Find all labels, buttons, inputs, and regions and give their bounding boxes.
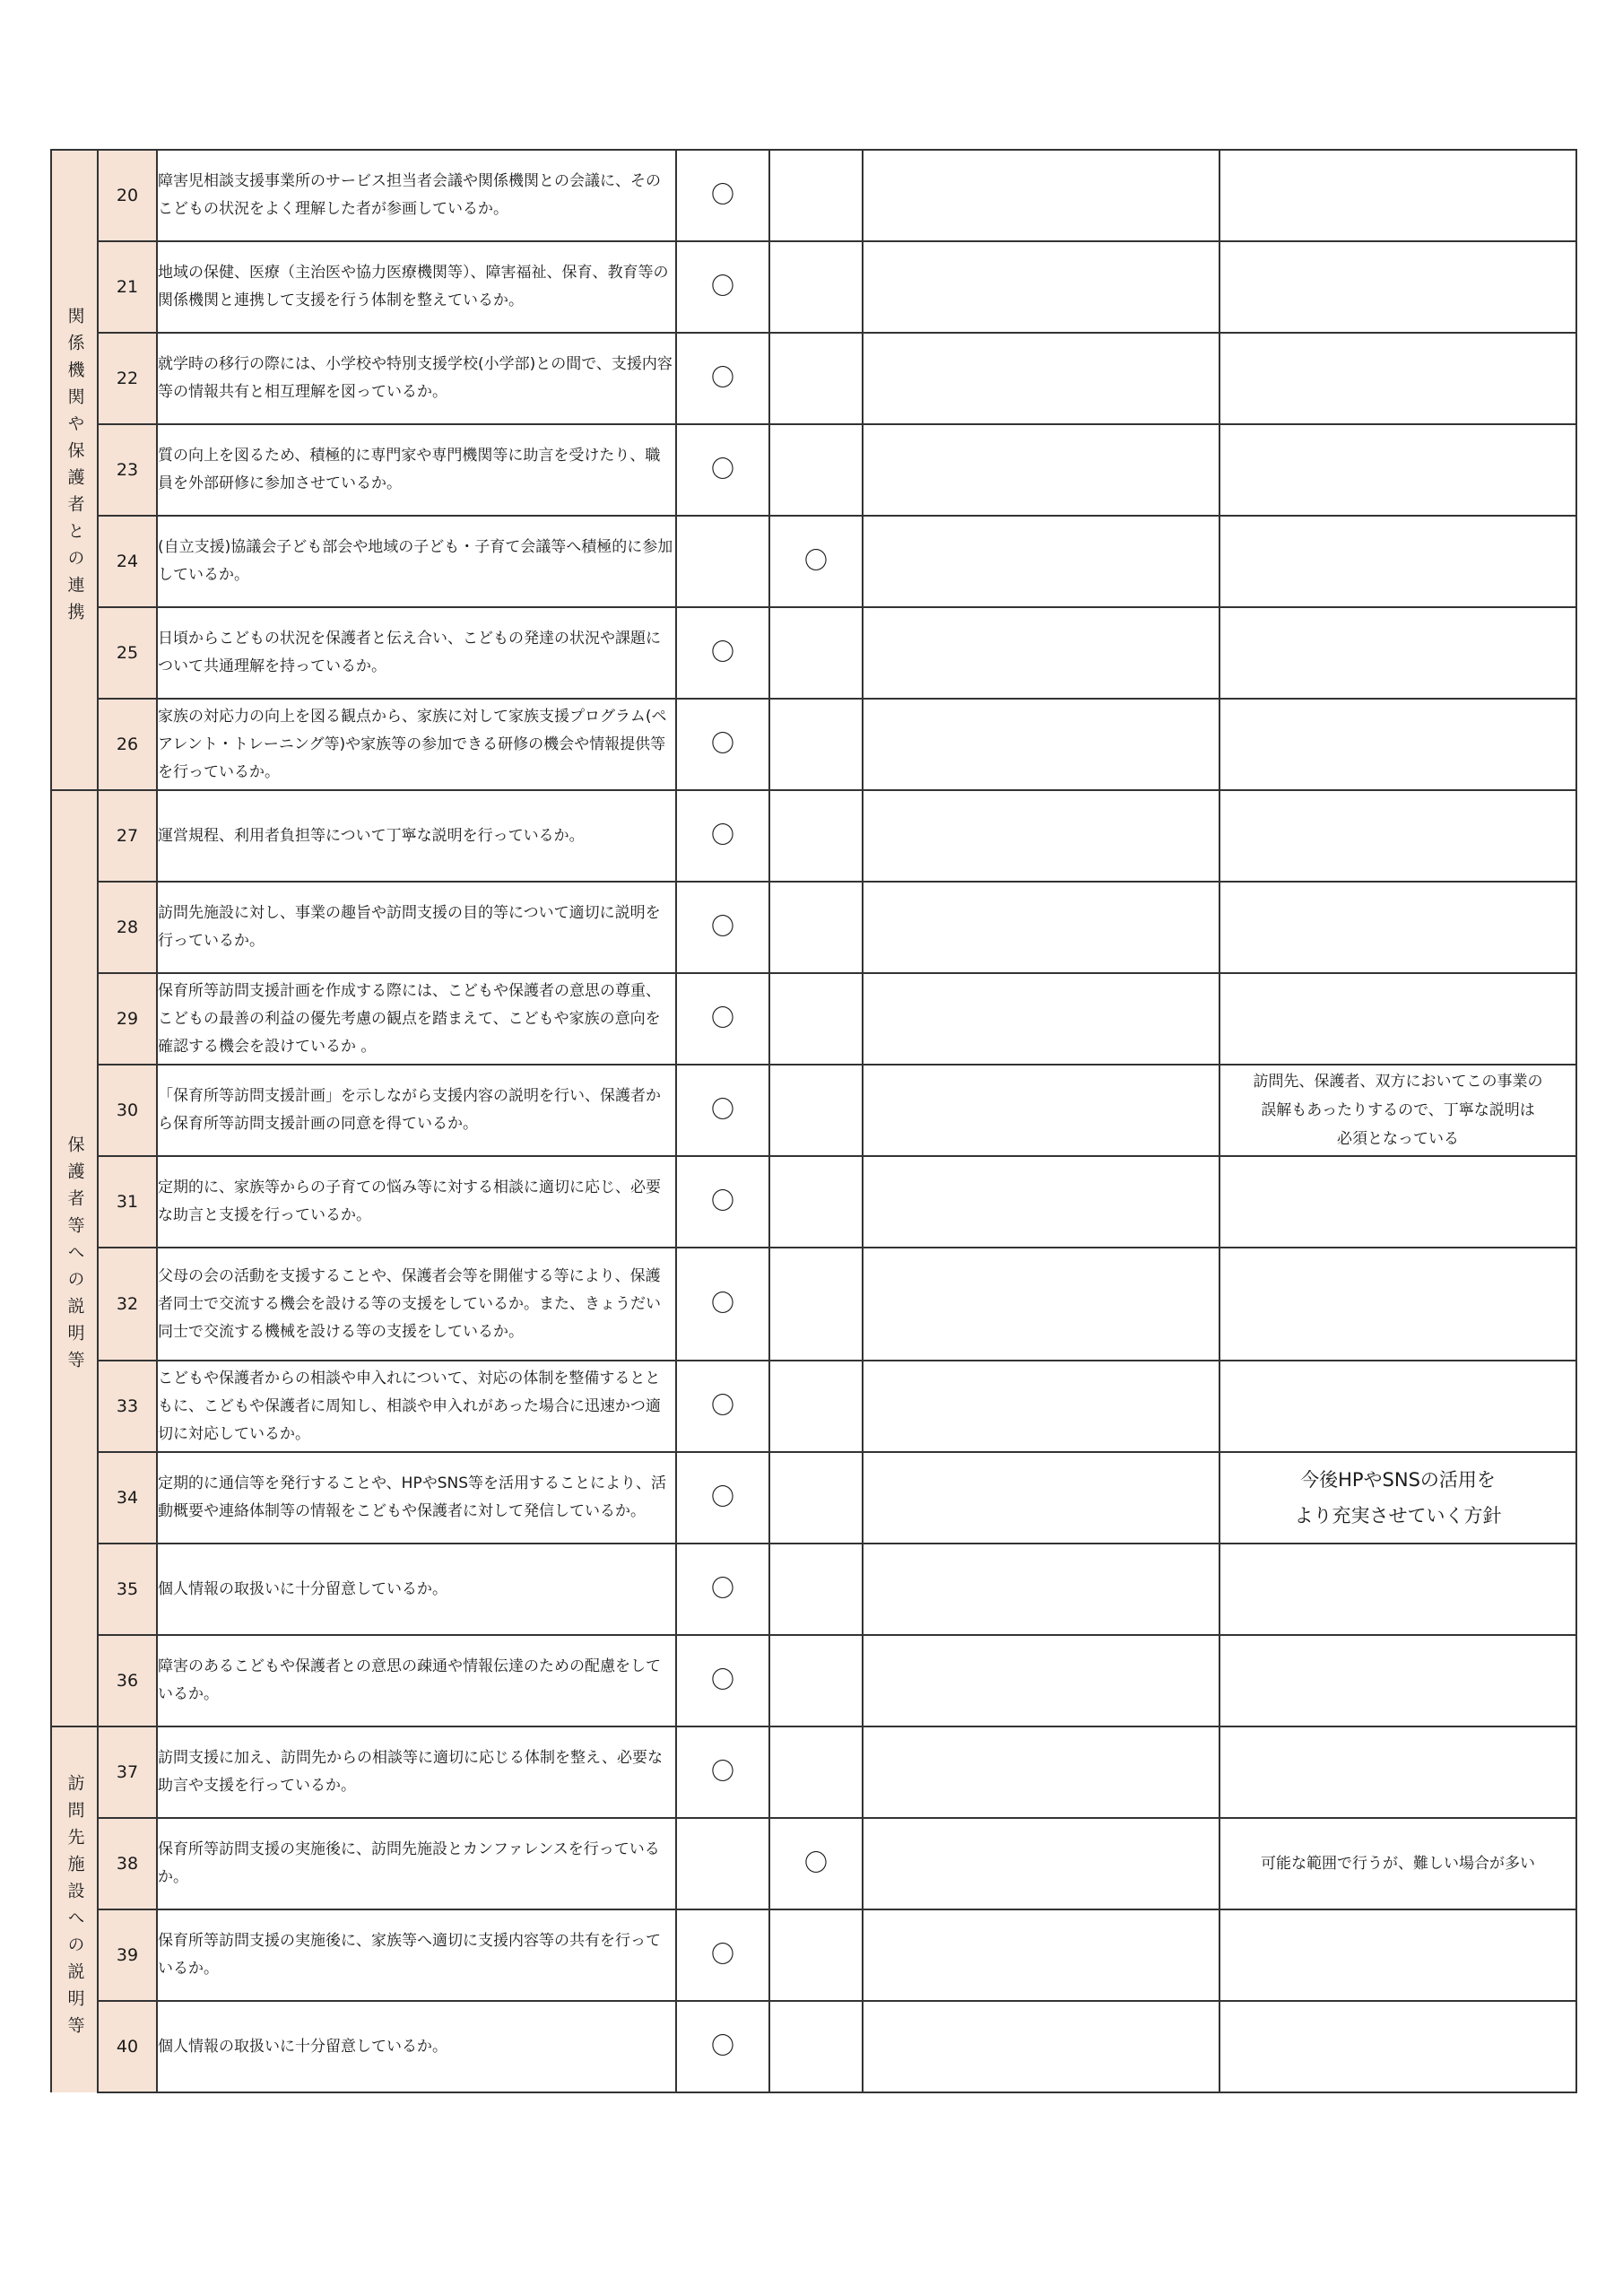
- no-mark-cell: [769, 1156, 863, 1248]
- item-question: 訪問支援に加え、訪問先からの相談等に適切に応じる体制を整え、必要な助言や支援を行っているか。: [157, 1726, 676, 1818]
- item-number: 39: [98, 1909, 157, 2001]
- item-number: 30: [98, 1065, 157, 1156]
- item-number: 22: [98, 333, 157, 424]
- yes-mark-cell: [676, 1818, 769, 1909]
- no-mark-cell: [769, 1726, 863, 1818]
- no-mark-cell: 〇: [769, 516, 863, 607]
- item-question: 定期的に通信等を発行することや、HPやSNS等を活用することにより、活動概要や連絡体制等の情報をこどもや保護者に対して発信しているか。: [157, 1452, 676, 1544]
- table-row: [51, 1065, 1576, 1156]
- table-row: [51, 1361, 1576, 1452]
- no-mark-cell: [769, 333, 863, 424]
- comment-cell: [1219, 1452, 1576, 1544]
- table-row: [51, 1544, 1576, 1635]
- item-question: 個人情報の取扱いに十分留意しているか。: [157, 1544, 676, 1635]
- item-question: 父母の会の活動を支援することや、保護者会等を開催する等により、保護者同士で交流する機会を設ける等の支援をしているか。また、きょうだい同士で交流する機械を設ける等の支援をしているか。: [157, 1248, 676, 1361]
- comment-cell: [1219, 2001, 1576, 2092]
- comment-cell: [1219, 699, 1576, 790]
- improvement-cell: [863, 150, 1219, 241]
- item-number: 21: [98, 241, 157, 333]
- yes-mark-cell: 〇: [676, 1635, 769, 1726]
- comment-cell: [1219, 1248, 1576, 1361]
- evaluation-sheet: [50, 149, 1570, 2093]
- no-mark-cell: 〇: [769, 1818, 863, 1909]
- yes-mark-cell: [676, 516, 769, 607]
- yes-mark-cell: 〇: [676, 1248, 769, 1361]
- table-row: [51, 241, 1576, 333]
- no-mark-cell: [769, 1635, 863, 1726]
- comment-cell: [1219, 882, 1576, 973]
- improvement-cell: [863, 1544, 1219, 1635]
- no-mark-cell: [769, 424, 863, 516]
- item-number: 35: [98, 1544, 157, 1635]
- table-row: [51, 424, 1576, 516]
- item-number: 40: [98, 2001, 157, 2092]
- comment-cell: [1219, 241, 1576, 333]
- table-row: [51, 1635, 1576, 1726]
- improvement-cell: [863, 516, 1219, 607]
- no-mark-cell: [769, 1248, 863, 1361]
- item-question: 保育所等訪問支援計画を作成する際には、こどもや保護者の意思の尊重、こどもの最善の利益の優先考慮の観点を踏まえて、こどもや家族の意向を確認する機会を設けているか 。: [157, 973, 676, 1065]
- item-number: 26: [98, 699, 157, 790]
- item-number: 34: [98, 1452, 157, 1544]
- item-question: 定期的に、家族等からの子育ての悩み等に対する相談に適切に応じ、必要な助言と支援を行っているか。: [157, 1156, 676, 1248]
- item-number: 28: [98, 882, 157, 973]
- table-row: [51, 790, 1576, 882]
- no-mark-cell: [769, 150, 863, 241]
- evaluation-table-body: [51, 150, 1576, 2092]
- improvement-cell: [863, 973, 1219, 1065]
- no-mark-cell: [769, 699, 863, 790]
- table-row: [51, 333, 1576, 424]
- table-row: [51, 1909, 1576, 2001]
- improvement-cell: [863, 882, 1219, 973]
- table-row: [51, 1156, 1576, 1248]
- item-question: 保育所等訪問支援の実施後に、家族等へ適切に支援内容等の共有を行っているか。: [157, 1909, 676, 2001]
- item-question: 障害児相談支援事業所のサービス担当者会議や関係機関との会議に、そのこどもの状況をよく理解した者が参画しているか。: [157, 150, 676, 241]
- no-mark-cell: [769, 882, 863, 973]
- table-row: [51, 607, 1576, 699]
- item-question: 運営規程、利用者負担等について丁寧な説明を行っているか。: [157, 790, 676, 882]
- comment-line: 訪問先、保護者、双方においてこの事業の: [1253, 1073, 1543, 1091]
- item-question: (自立支援)協議会子ども部会や地域の子ども・子育て会議等へ積極的に参加しているか。: [157, 516, 676, 607]
- table-row: [51, 973, 1576, 1065]
- comment-cell: [1219, 1818, 1576, 1909]
- yes-mark-cell: 〇: [676, 1909, 769, 2001]
- comment-cell: [1219, 1909, 1576, 2001]
- comment-line: 誤解もあったりするので、丁寧な説明は: [1261, 1101, 1535, 1119]
- no-mark-cell: [769, 607, 863, 699]
- comment-line: 必須となっている: [1337, 1130, 1459, 1148]
- item-question: 「保育所等訪問支援計画」を示しながら支援内容の説明を行い、保護者から保育所等訪問支援計画の同意を得ているか。: [157, 1065, 676, 1156]
- improvement-cell: [863, 1726, 1219, 1818]
- improvement-cell: [863, 2001, 1219, 2092]
- yes-mark-cell: 〇: [676, 1065, 769, 1156]
- yes-mark-cell: 〇: [676, 241, 769, 333]
- table-row: [51, 1818, 1576, 1909]
- comment-cell: [1219, 607, 1576, 699]
- improvement-cell: [863, 1065, 1219, 1156]
- item-number: 32: [98, 1248, 157, 1361]
- item-number: 29: [98, 973, 157, 1065]
- yes-mark-cell: 〇: [676, 1544, 769, 1635]
- no-mark-cell: [769, 790, 863, 882]
- yes-mark-cell: 〇: [676, 1726, 769, 1818]
- improvement-cell: [863, 424, 1219, 516]
- comment-cell: [1219, 1156, 1576, 1248]
- item-question: 家族の対応力の向上を図る観点から、家族に対して家族支援プログラム(ペアレント・トレーニング等)や家族等の参加できる研修の機会や情報提供等を行っているか。: [157, 699, 676, 790]
- item-number: 24: [98, 516, 157, 607]
- table-row: [51, 699, 1576, 790]
- category-label: 関係機関や保護者との連携: [65, 307, 85, 630]
- evaluation-table: [50, 149, 1577, 2093]
- yes-mark-cell: 〇: [676, 424, 769, 516]
- comment-line: 可能な範囲で行うが、難しい場合が多い: [1261, 1855, 1535, 1873]
- yes-mark-cell: 〇: [676, 1452, 769, 1544]
- item-number: 37: [98, 1726, 157, 1818]
- category-label: 訪問先施設への説明等: [65, 1773, 85, 2043]
- comment-cell: [1219, 1635, 1576, 1726]
- yes-mark-cell: 〇: [676, 333, 769, 424]
- item-question: 質の向上を図るため、積極的に専門家や専門機関等に助言を受けたり、職員を外部研修に参加させているか。: [157, 424, 676, 516]
- yes-mark-cell: 〇: [676, 2001, 769, 2092]
- improvement-cell: [863, 699, 1219, 790]
- no-mark-cell: [769, 2001, 863, 2092]
- item-number: 20: [98, 150, 157, 241]
- item-question: 保育所等訪問支援の実施後に、訪問先施設とカンファレンスを行っているか。: [157, 1818, 676, 1909]
- comment-cell: [1219, 150, 1576, 241]
- comment-cell: [1219, 1544, 1576, 1635]
- improvement-cell: [863, 790, 1219, 882]
- yes-mark-cell: 〇: [676, 150, 769, 241]
- category-cell: [51, 150, 98, 790]
- item-number: 25: [98, 607, 157, 699]
- no-mark-cell: [769, 1452, 863, 1544]
- comment-cell: [1219, 1726, 1576, 1818]
- item-question: 日頃からこどもの状況を保護者と伝え合い、こどもの発達の状況や課題について共通理解を持っているか。: [157, 607, 676, 699]
- improvement-cell: [863, 1156, 1219, 1248]
- item-number: 33: [98, 1361, 157, 1452]
- yes-mark-cell: 〇: [676, 973, 769, 1065]
- yes-mark-cell: 〇: [676, 699, 769, 790]
- comment-line: より充実させていく方針: [1294, 1505, 1502, 1526]
- table-row: [51, 1452, 1576, 1544]
- yes-mark-cell: 〇: [676, 607, 769, 699]
- item-question: 訪問先施設に対し、事業の趣旨や訪問支援の目的等について適切に説明を行っているか。: [157, 882, 676, 973]
- comment-cell: [1219, 516, 1576, 607]
- improvement-cell: [863, 1452, 1219, 1544]
- improvement-cell: [863, 1248, 1219, 1361]
- item-question: 障害のあるこどもや保護者との意思の疎通や情報伝達のための配慮をしているか。: [157, 1635, 676, 1726]
- improvement-cell: [863, 1818, 1219, 1909]
- improvement-cell: [863, 333, 1219, 424]
- item-question: 就学時の移行の際には、小学校や特別支援学校(小学部)との間で、支援内容等の情報共有と相互理解を図っているか。: [157, 333, 676, 424]
- yes-mark-cell: 〇: [676, 790, 769, 882]
- item-number: 38: [98, 1818, 157, 1909]
- table-row: [51, 2001, 1576, 2092]
- no-mark-cell: [769, 1065, 863, 1156]
- item-number: 27: [98, 790, 157, 882]
- comment-cell: [1219, 973, 1576, 1065]
- improvement-cell: [863, 241, 1219, 333]
- table-row: [51, 1248, 1576, 1361]
- category-cell: [51, 1726, 98, 2092]
- no-mark-cell: [769, 1361, 863, 1452]
- improvement-cell: [863, 1909, 1219, 2001]
- comment-cell: [1219, 790, 1576, 882]
- no-mark-cell: [769, 1544, 863, 1635]
- comment-cell: [1219, 333, 1576, 424]
- comment-cell: [1219, 1361, 1576, 1452]
- no-mark-cell: [769, 1909, 863, 2001]
- table-row: [51, 150, 1576, 241]
- table-row: [51, 882, 1576, 973]
- yes-mark-cell: 〇: [676, 882, 769, 973]
- item-question: こどもや保護者からの相談や申入れについて、対応の体制を整備するとともに、こどもや保護者に周知し、相談や申入れがあった場合に迅速かつ適切に対応しているか。: [157, 1361, 676, 1452]
- no-mark-cell: [769, 241, 863, 333]
- no-mark-cell: [769, 973, 863, 1065]
- table-row: [51, 1726, 1576, 1818]
- yes-mark-cell: 〇: [676, 1156, 769, 1248]
- improvement-cell: [863, 1635, 1219, 1726]
- category-cell: [51, 790, 98, 1726]
- item-question: 個人情報の取扱いに十分留意しているか。: [157, 2001, 676, 2092]
- comment-cell: [1219, 1065, 1576, 1156]
- improvement-cell: [863, 1361, 1219, 1452]
- comment-cell: [1219, 424, 1576, 516]
- yes-mark-cell: 〇: [676, 1361, 769, 1452]
- comment-line: 今後HPやSNSの活用を: [1300, 1469, 1496, 1491]
- item-number: 36: [98, 1635, 157, 1726]
- category-label: 保護者等への説明等: [65, 1135, 85, 1378]
- item-number: 31: [98, 1156, 157, 1248]
- improvement-cell: [863, 607, 1219, 699]
- item-question: 地域の保健、医療（主治医や協力医療機関等）、障害福祉、保育、教育等の関係機関と連携して支援を行う体制を整えているか。: [157, 241, 676, 333]
- item-number: 23: [98, 424, 157, 516]
- table-row: [51, 516, 1576, 607]
